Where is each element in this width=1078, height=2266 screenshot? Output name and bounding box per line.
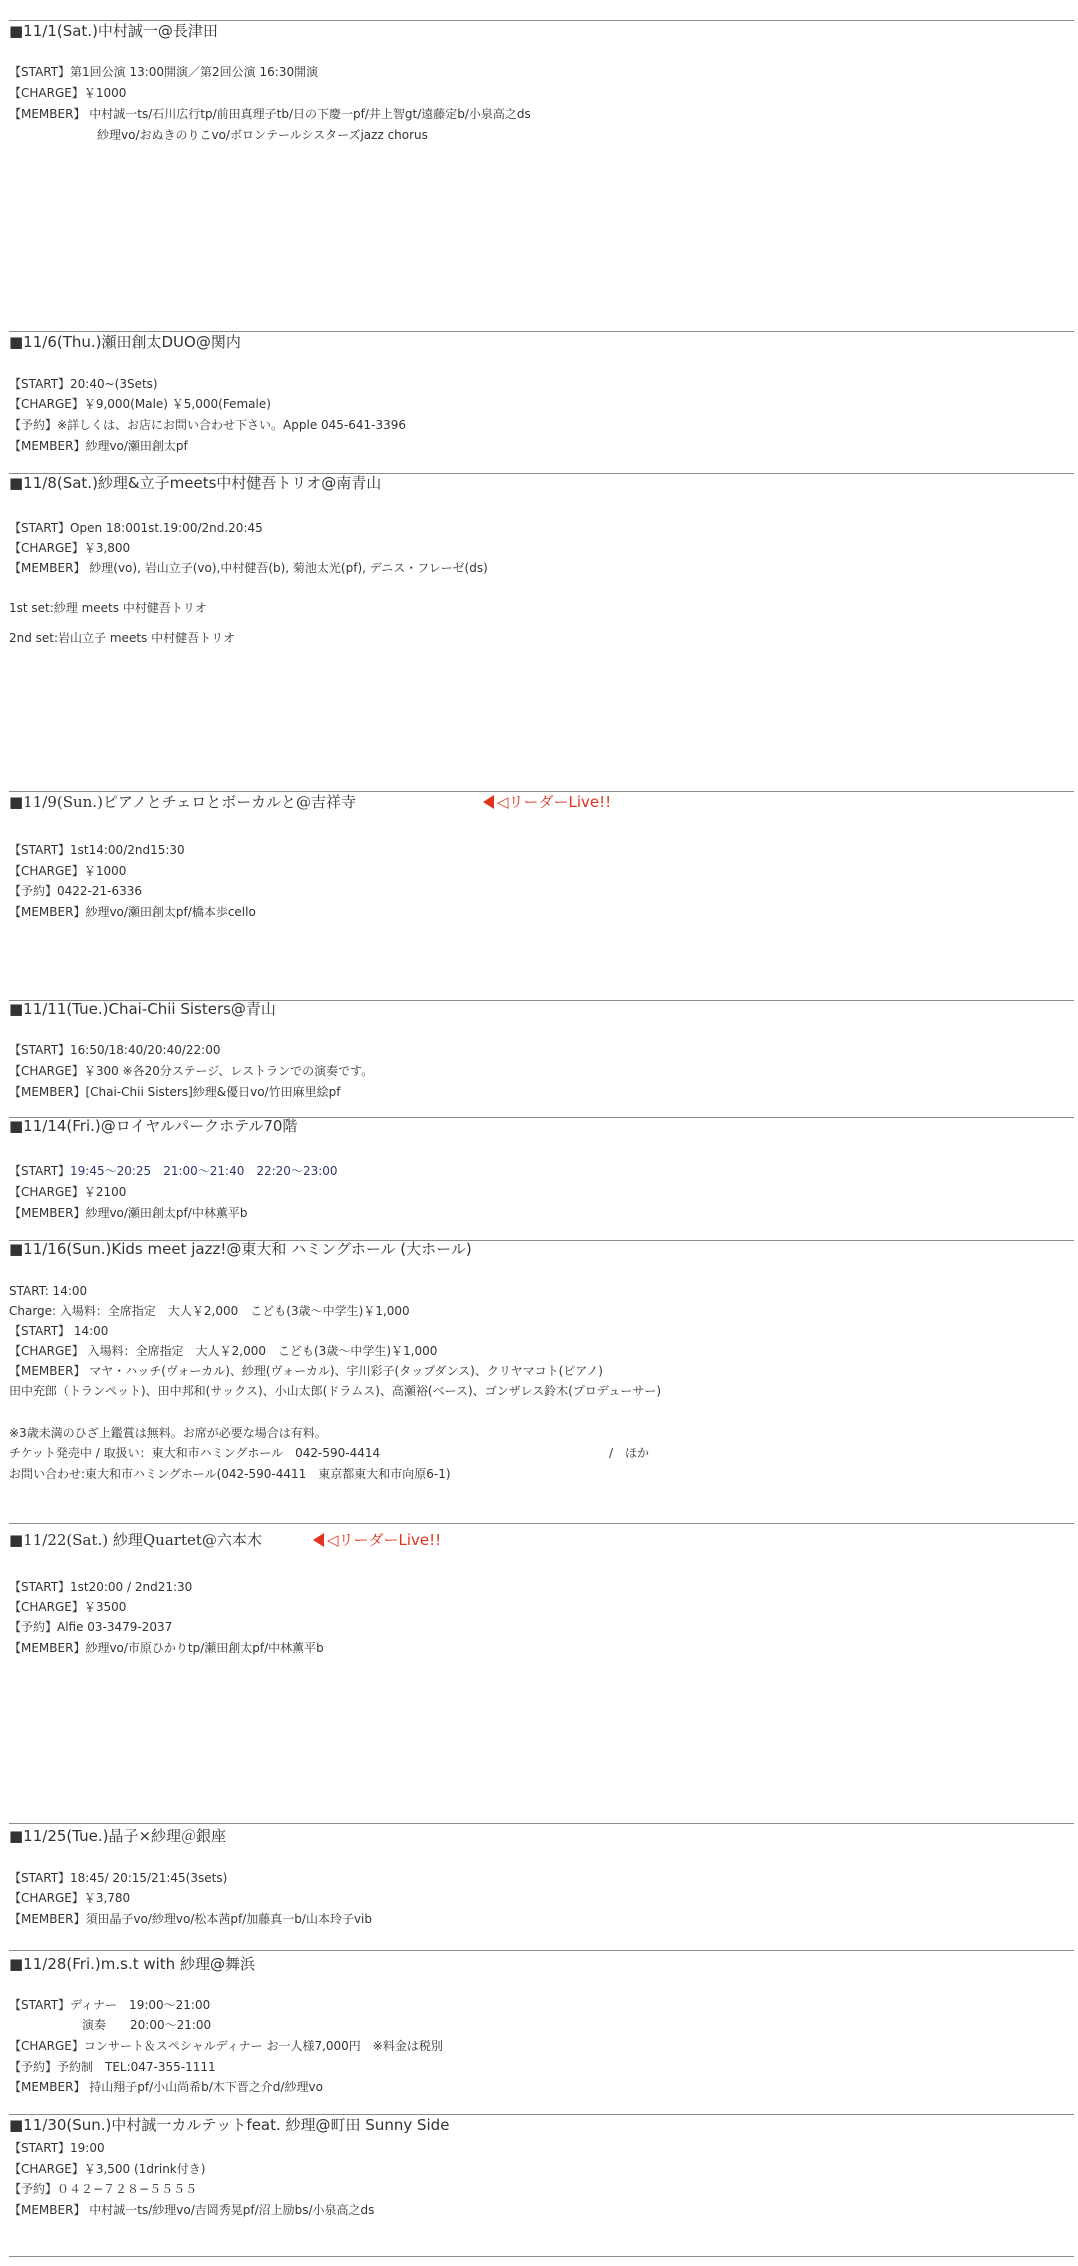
event-title: ■11/25(Tue.)晶子×紗理＠銀座	[9, 1827, 227, 1845]
event-title: ■11/16(Sun.)Kids meet jazz!@東大和 ハミングホール (大ホール)	[9, 1240, 472, 1258]
event-start: 【START】16:50/18:40/20:40/22:00	[9, 1043, 221, 1057]
event-ticket: チケット発売中 / 取扱い：東大和市ハミングホール 042-590-4414	[9, 1446, 381, 1460]
event-start-times: 19:45～20:25 21:00～21:40 22:20～23:00	[70, 1164, 338, 1178]
event-member: 【MEMBER】紗理vo/瀬田創太pf/中林薫平b	[9, 1206, 248, 1220]
event-title: ■11/14(Fri.)@ロイヤルパークホテル70階	[9, 1117, 298, 1135]
event-reservation: 【予約】※詳しくは、お店にお問い合わせ下さい。Apple 045-641-3396	[9, 418, 407, 432]
event-title: ■11/6(Thu.)瀬田創太DUO@関内	[9, 333, 241, 351]
event-charge: 【CHARGE】￥2100	[9, 1185, 127, 1199]
event-start: 【START】1st20:00 / 2nd21:30	[9, 1580, 193, 1594]
event-member: 【MEMBER】 持山翔子pf/小山尚希b/木下晋之介d/紗理vo	[9, 2080, 323, 2094]
event-member: 【MEMBER】紗理vo/瀬田創太pf/橋本歩cello	[9, 905, 256, 919]
event-member: 【MEMBER】須田晶子vo/紗理vo/松本茜pf/加藤真一b/山本玲子vib	[9, 1912, 373, 1926]
event-member-cont: 紗理vo/おぬきのりこvo/ボロンテールシスターズjazz chorus	[97, 128, 428, 142]
event-start: 【START】第1回公演 13:00開演／第2回公演 16:30開演	[9, 65, 319, 79]
event-note: ※3歳未満のひざ上鑑賞は無料。お席が必要な場合は有料。	[9, 1426, 327, 1440]
leader-live-badge	[483, 793, 611, 811]
event-start	[9, 1164, 338, 1179]
event-start: 【START】1st14:00/2nd15:30	[9, 843, 185, 857]
event-contact: お問い合わせ:東大和市ハミングホール(042-590-4411 東京都東大和市向原6-1)	[9, 1467, 451, 1481]
divider	[9, 2256, 1074, 2257]
event-title: ■11/11(Tue.)Chai-Chii Sisters@青山	[9, 1000, 276, 1018]
event-charge: 【CHARGE】￥3,500 (1drink付き)	[9, 2162, 206, 2176]
event-title: ■11/28(Fri.)m.s.t with 紗理@舞浜	[9, 1955, 255, 1973]
event-charge: 【CHARGE】￥9,000(Male) ￥5,000(Female)	[9, 397, 271, 411]
divider	[9, 1950, 1074, 1951]
event-title: ■11/30(Sun.)中村誠一カルテットfeat. 紗理@町田 Sunny Side	[9, 2116, 450, 2134]
event-member: 【MEMBER】[Chai-Chii Sisters]紗理&優日vo/竹田麻里絵pf	[9, 1085, 341, 1099]
event-member: 【MEMBER】紗理vo/瀬田創太pf	[9, 439, 188, 453]
event-charge: 【CHARGE】￥1000	[9, 864, 127, 878]
event-start-cont: 演奏 20:00～21:00	[82, 2018, 212, 2032]
event-charge: 【CHARGE】￥1000	[9, 86, 127, 100]
event-charge: 【CHARGE】￥3500	[9, 1600, 127, 1614]
event-start: 【START】19:00	[9, 2141, 105, 2155]
leader-live-label: ◁リーダーLive!!	[497, 793, 612, 811]
event-charge: 【CHARGE】 入場料：全席指定 大人￥2,000 こども(3歳～中学生)￥1,000	[9, 1344, 438, 1358]
event-ticket-other: / ほか	[609, 1446, 650, 1460]
arrow-left-icon	[483, 795, 494, 809]
event-start: 【START】ディナー 19:00～21:00	[9, 1998, 211, 2012]
event-title: ■11/22(Sat.) 紗理Quartet@六本木	[9, 1531, 262, 1549]
event-text: START: 14:00	[9, 1284, 88, 1298]
event-member: 【MEMBER】 中村誠一ts/紗理vo/吉岡秀晃pf/沼上励bs/小泉高之ds	[9, 2203, 375, 2217]
event-member: 【MEMBER】紗理vo/市原ひかりtp/瀬田創太pf/中林薫平b	[9, 1641, 324, 1655]
event-start: 【START】Open 18:001st.19:00/2nd.20:45	[9, 521, 263, 535]
event-member: 【MEMBER】 紗理(vo), 岩山立子(vo),中村健吾(b), 菊池太光(pf), デニス・フレーゼ(ds)	[9, 561, 488, 575]
divider	[9, 1523, 1074, 1524]
event-charge: 【CHARGE】￥3,800	[9, 541, 131, 555]
event-title: ■11/8(Sat.)紗理&立子meets中村健吾トリオ@南青山	[9, 474, 382, 492]
event-reservation: 【予約】０４２−７２８−５５５５	[9, 2182, 198, 2196]
event-start: 【START】 14:00	[9, 1324, 109, 1338]
event-start: 【START】18:45/ 20:15/21:45(3sets)	[9, 1871, 228, 1885]
event-member: 【MEMBER】 中村誠一ts/石川広行tp/前田真理子tb/日の下慶一pf/井上智gt/遠藤定b/小泉高之ds	[9, 107, 531, 121]
event-member: 【MEMBER】 マヤ・ハッチ(ヴォーカル)、紗理(ヴォーカル)、宇川彩子(タップダンス)、クリヤマコト(ピアノ)	[9, 1364, 603, 1378]
event-start-label: 【START】	[9, 1164, 71, 1178]
event-title: ■11/9(Sun.)ピアノとチェロとボーカルと@吉祥寺	[9, 793, 356, 811]
leader-live-label: ◁リーダーLive!!	[327, 1531, 442, 1549]
event-charge: 【CHARGE】コンサート＆スペシャルディナー お一人様7,000円 ※料金は税別	[9, 2039, 443, 2053]
event-charge: 【CHARGE】￥300 ※各20分ステージ、レストランでの演奏です。	[9, 1064, 374, 1078]
divider	[9, 1823, 1074, 1824]
event-set-note: 1st set:紗理 meets 中村健吾トリオ	[9, 601, 207, 615]
arrow-left-icon	[313, 1533, 324, 1547]
event-reservation: 【予約】0422-21-6336	[9, 884, 143, 898]
divider	[9, 20, 1074, 21]
event-reservation: 【予約】Alfie 03-3479-2037	[9, 1620, 173, 1634]
divider	[9, 331, 1074, 332]
event-set-note: 2nd set:岩山立子 meets 中村健吾トリオ	[9, 631, 235, 645]
event-start: 【START】20:40~(3Sets)	[9, 377, 158, 391]
divider	[9, 791, 1074, 792]
event-charge: 【CHARGE】￥3,780	[9, 1891, 131, 1905]
leader-live-badge	[313, 1531, 441, 1549]
event-reservation: 【予約】予約制 TEL:047-355-1111	[9, 2060, 216, 2074]
event-text: Charge: 入場料：全席指定 大人￥2,000 こども(3歳～中学生)￥1,000	[9, 1304, 410, 1318]
event-member-cont: 田中充郎（トランペット)、田中邦和(サックス)、小山太郎(ドラムス)、高瀬裕(ベース)、ゴンザレス鈴木(プロデューサー)	[9, 1384, 662, 1398]
event-title: ■11/1(Sat.)中村誠一@長津田	[9, 22, 218, 40]
divider	[9, 2114, 1074, 2115]
